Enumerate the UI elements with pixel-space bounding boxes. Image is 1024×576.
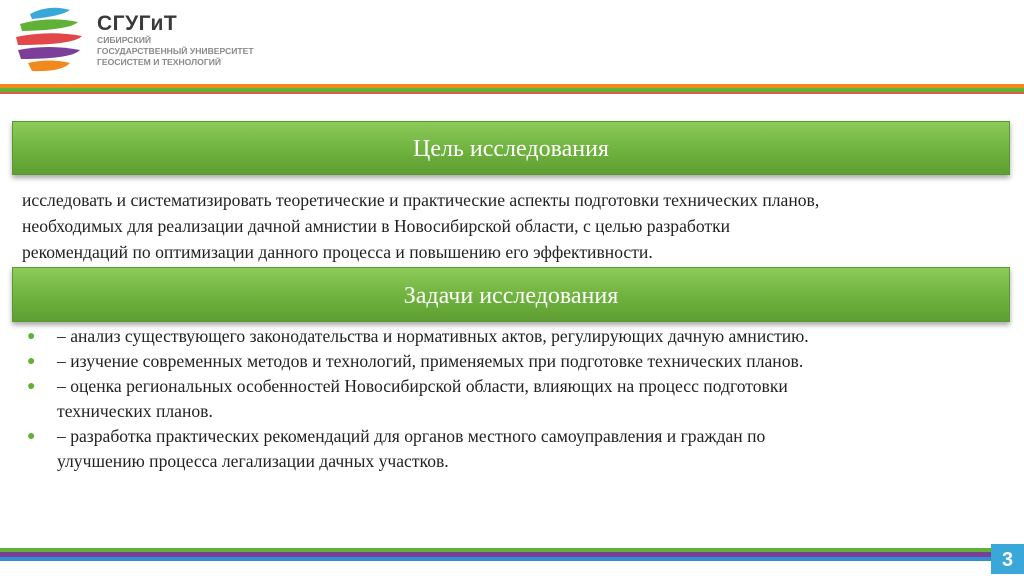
footer-divider-blue (0, 557, 1024, 561)
brand-name: СГУГиТ (97, 12, 178, 35)
tasks-title-banner: Задачи исследования (12, 267, 1010, 322)
university-logo-icon (12, 2, 86, 76)
list-item (27, 424, 1002, 474)
goal-text-line: исследовать и систематизировать теоретические и практические аспекты подготовки технических планов, (22, 190, 820, 210)
task-text-continued: технических планов. (57, 401, 213, 421)
bullet-icon: ● (27, 379, 36, 394)
brand-subtitle-line: ГЕОСИСТЕМ И ТЕХНОЛОГИЙ (97, 57, 222, 67)
task-text: – оценка региональных особенностей Новосибирской области, влияющих на процесс подготовки (57, 376, 788, 396)
task-text-continued: улучшению процесса легализации дачных участков. (57, 451, 449, 471)
goal-text-line: необходимых для реализации дачной амнистии в Новосибирской области, с целью разработки (22, 216, 731, 236)
tasks-list (27, 324, 1002, 474)
bullet-icon: ● (27, 329, 36, 344)
header-divider-red (0, 92, 1024, 94)
page-number-badge: 3 (991, 544, 1024, 574)
bullet-icon: ● (27, 354, 36, 369)
brand-subtitle (97, 35, 254, 68)
task-text: – анализ существующего законодательства и нормативных актов, регулирующих дачную амнистию. (57, 326, 809, 346)
list-item (27, 349, 1002, 374)
goal-title-banner: Цель исследования (12, 121, 1010, 175)
bullet-icon: ● (27, 429, 36, 444)
task-text: – изучение современных методов и технологий, применяемых при подготовке технических планов. (57, 351, 804, 371)
list-item (27, 324, 1002, 349)
goal-text-line: рекомендаций по оптимизации данного процесса и повышению его эффективности. (22, 242, 653, 262)
goal-text (22, 187, 1012, 265)
brand-subtitle-line: ГОСУДАРСТВЕННЫЙ УНИВЕРСИТЕТ (97, 46, 254, 56)
list-item (27, 374, 1002, 424)
brand-subtitle-line: СИБИРСКИЙ (97, 35, 152, 45)
task-text: – разработка практических рекомендаций для органов местного самоуправления и граждан по (57, 426, 766, 446)
